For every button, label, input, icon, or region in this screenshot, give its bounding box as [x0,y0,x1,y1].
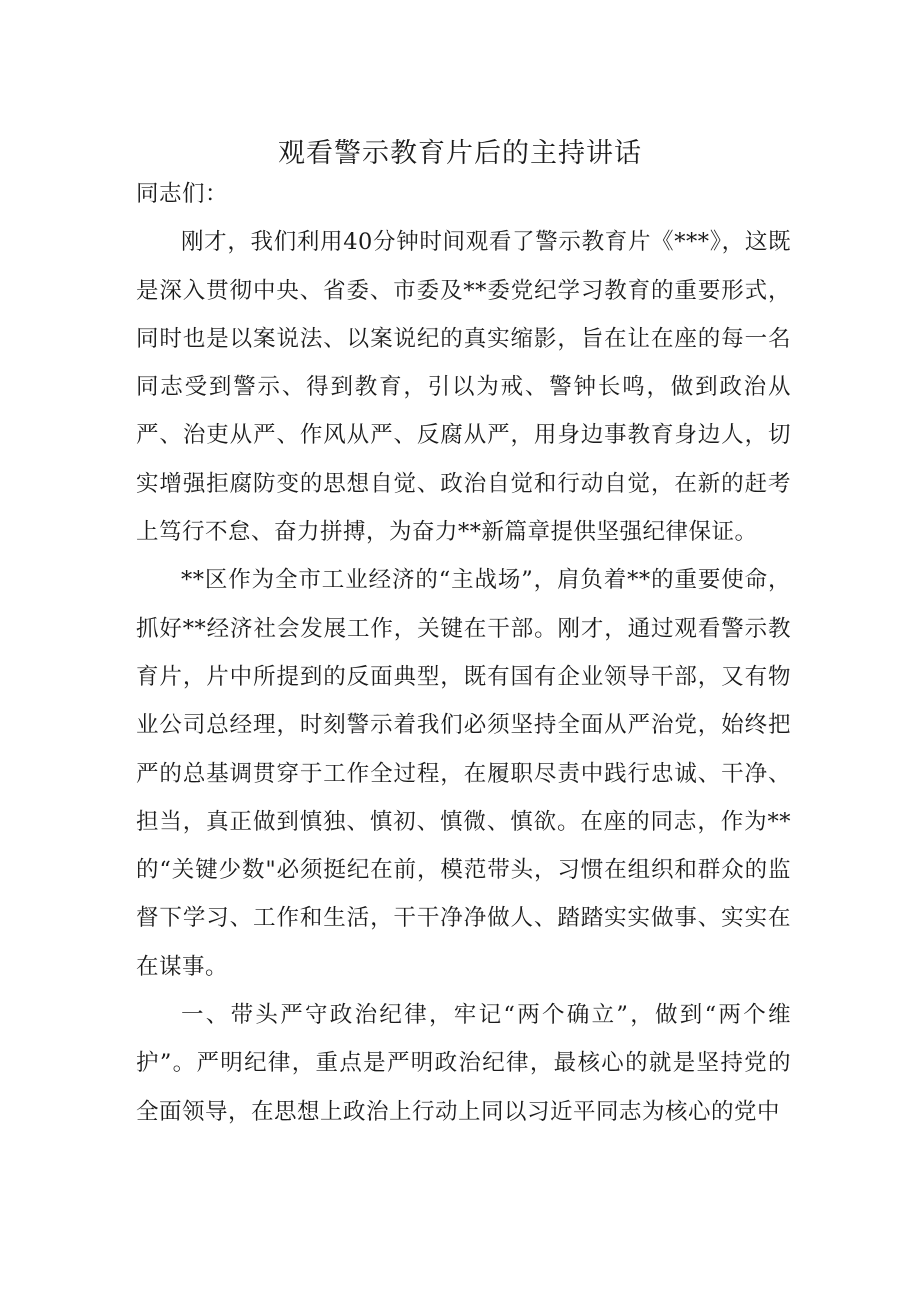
paragraph-district: **区作为全市工业经济的“主战场”，肩负着**的重要使命，抓好**经济社会发展工作，关键在干部。刚才，通过观看警示教育片，片中所提到的反面典型，既有国有企业领导干部，又有物业公司总经理，时刻警示着我们必须坚持全面从严治党，始终把严的总基调贯穿于工作全过程，在履职尽责中践行忠诚、干净、担当，真正做到慎独、慎初、慎微、慎欲。在座的同志，作为**的“关键少数"必须挺纪在前，模范带头，习惯在组织和群众的监督下学习、工作和生活，干干净净做人、踏踏实实做事、实实在在谋事。 [136,567,791,980]
document-body [136,170,791,1136]
salutation: 同志们： [136,181,229,207]
document-title: 观看警示教育片后的主持讲话 [278,138,642,169]
paragraph-opening: 刚才，我们利用40分钟时间观看了警示教育片《***》，这既是深入贯彻中央、省委、市委及**委党纪学习教育的重要形式，同时也是以案说法、以案说纪的真实缩影，旨在让在座的每一名同志受到警示、得到教育，引以为戒、警钟长鸣，做到政治从严、治吏从严、作风从严、反腐从严，用身边事教育身边人，切实增强拒腐防变的思想自觉、政治自觉和行动自觉，在新的赶考上笃行不怠、奋力拼搏，为奋力**新篇章提供坚强纪律保证。 [136,229,791,546]
paragraph-section-one: 一、带头严守政治纪律，牢记“两个确立”，做到“两个维护”。严明纪律，重点是严明政治纪律，最核心的就是坚持党的全面领导，在思想上政治上行动上同以习近平同志为核心的党中 [136,1002,791,1125]
